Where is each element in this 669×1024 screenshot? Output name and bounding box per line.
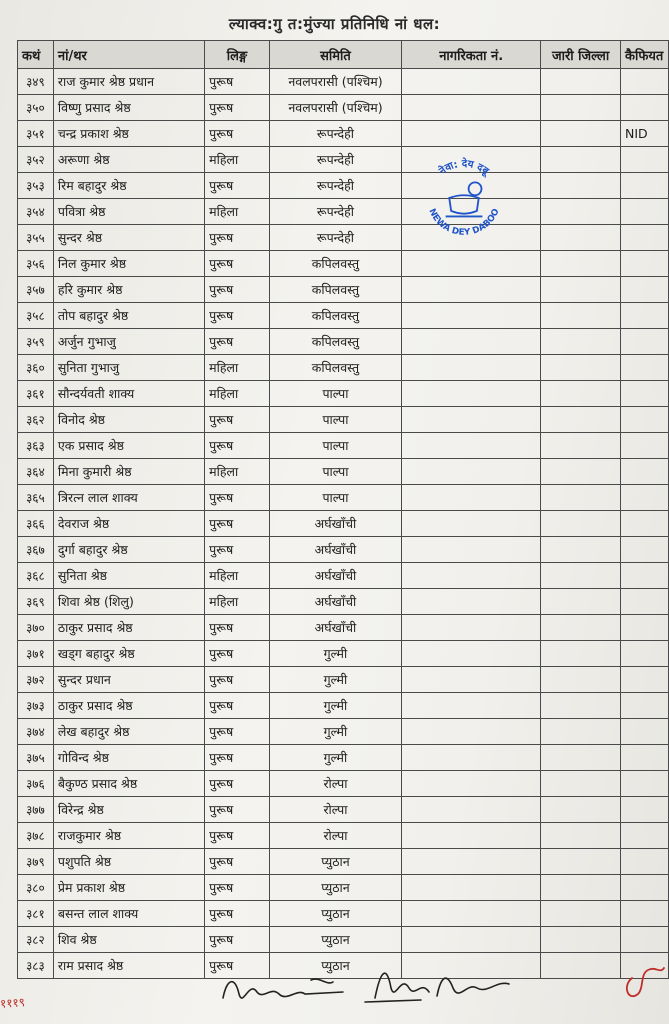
gender-cell: महिला [205, 147, 270, 173]
serial-cell: ३७३ [18, 693, 54, 719]
table-row [18, 511, 669, 537]
table-row [18, 719, 669, 745]
issued-district-cell [541, 693, 621, 719]
gender-cell: पुरूष [205, 849, 270, 875]
issued-district-cell [541, 797, 621, 823]
issued-district-cell [541, 563, 621, 589]
header-samiti: समिति [269, 41, 402, 69]
samiti-cell: गुल्मी [269, 693, 402, 719]
serial-cell: ३५९ [18, 329, 54, 355]
serial-cell: ३६७ [18, 537, 54, 563]
remarks-cell [620, 641, 668, 667]
serial-cell: ३६६ [18, 511, 54, 537]
samiti-cell: अर्घखाँची [269, 563, 402, 589]
issued-district-cell [541, 225, 621, 251]
header-issued-district: जारी जिल्ला [541, 41, 621, 69]
issued-district-cell [541, 537, 621, 563]
remarks-cell [620, 615, 668, 641]
page-title: ल्याक्व:गु त:मुंज्या प्रतिनिधि नां धल: [228, 15, 441, 33]
table-row [18, 849, 669, 875]
samiti-cell: अर्घखाँची [269, 511, 402, 537]
stamp-bottom-text: NEWA DEY DABOO [426, 207, 502, 238]
issued-district-cell [541, 589, 621, 615]
samiti-cell: कपिलवस्तु [269, 355, 402, 381]
citizenship-no-cell [402, 433, 541, 459]
issued-district-cell [541, 719, 621, 745]
table-row [18, 693, 669, 719]
samiti-cell: रूपन्देही [269, 147, 402, 173]
citizenship-no-cell [402, 797, 541, 823]
serial-cell: ३६१ [18, 381, 54, 407]
gender-cell: पुरूष [205, 693, 270, 719]
remarks-cell [620, 901, 668, 927]
margin-note: १११९ [0, 995, 26, 1011]
table-row [18, 797, 669, 823]
table-row [18, 95, 669, 121]
remarks-cell [620, 225, 668, 251]
table-row [18, 199, 669, 225]
table-header-row [18, 41, 669, 69]
citizenship-no-cell [402, 95, 541, 121]
remarks-cell [620, 667, 668, 693]
serial-cell: ३५० [18, 95, 54, 121]
remarks-cell [620, 537, 668, 563]
name-cell: प्रेम प्रकाश श्रेष्ठ [53, 875, 204, 901]
remarks-cell [620, 407, 668, 433]
name-cell: विरेन्द्र श्रेष्ठ [53, 797, 204, 823]
name-cell: राजकुमार श्रेष्ठ [53, 823, 204, 849]
svg-text:NEWA DEY DABOO [426, 207, 501, 238]
issued-district-cell [541, 121, 621, 147]
header-gender: लिङ्ग [205, 41, 270, 69]
name-cell: हरि कुमार श्रेष्ठ [53, 277, 204, 303]
table-row [18, 329, 669, 355]
citizenship-no-cell [402, 719, 541, 745]
issued-district-cell [541, 953, 621, 979]
issued-district-cell [541, 407, 621, 433]
remarks-cell [620, 459, 668, 485]
gender-cell: पुरूष [205, 667, 270, 693]
name-cell: सुनिता श्रेष्ठ [53, 563, 204, 589]
citizenship-no-cell [402, 589, 541, 615]
samiti-cell: रोल्पा [269, 797, 402, 823]
name-cell: एक प्रसाद श्रेष्ठ [53, 433, 204, 459]
remarks-cell [620, 797, 668, 823]
gender-cell: पुरूष [205, 173, 270, 199]
gender-cell: पुरूष [205, 797, 270, 823]
gender-cell: महिला [205, 459, 270, 485]
issued-district-cell [541, 615, 621, 641]
samiti-cell: अर्घखाँची [269, 615, 402, 641]
remarks-cell [620, 745, 668, 771]
remarks-cell [620, 771, 668, 797]
organization-stamp [418, 152, 510, 244]
name-cell: गोविन्द श्रेष्ठ [53, 745, 204, 771]
serial-cell: ३६९ [18, 589, 54, 615]
issued-district-cell [541, 251, 621, 277]
serial-cell: ३७४ [18, 719, 54, 745]
table-row [18, 69, 669, 95]
gender-cell: पुरूष [205, 225, 270, 251]
samiti-cell: गुल्मी [269, 641, 402, 667]
remarks-cell [620, 433, 668, 459]
serial-cell: ३८३ [18, 953, 54, 979]
serial-cell: ३६४ [18, 459, 54, 485]
gender-cell: पुरूष [205, 433, 270, 459]
table-row [18, 251, 669, 277]
remarks-cell [620, 823, 668, 849]
samiti-cell: अर्घखाँची [269, 589, 402, 615]
samiti-cell: रोल्पा [269, 823, 402, 849]
serial-cell: ३७२ [18, 667, 54, 693]
name-cell: ठाकुर प्रसाद श्रेष्ठ [53, 693, 204, 719]
issued-district-cell [541, 745, 621, 771]
gender-cell: पुरूष [205, 641, 270, 667]
gender-cell: महिला [205, 355, 270, 381]
samiti-cell: गुल्मी [269, 667, 402, 693]
samiti-cell: रूपन्देही [269, 225, 402, 251]
issued-district-cell [541, 303, 621, 329]
name-cell: बैकुण्ठ प्रसाद श्रेष्ठ [53, 771, 204, 797]
citizenship-no-cell [402, 381, 541, 407]
remarks-cell [620, 355, 668, 381]
stamp-top-text: नेवा: देय दबू [437, 158, 491, 178]
issued-district-cell [541, 901, 621, 927]
samiti-cell: पाल्पा [269, 485, 402, 511]
table-row [18, 875, 669, 901]
serial-cell: ३५६ [18, 251, 54, 277]
samiti-cell: पाल्पा [269, 459, 402, 485]
samiti-cell: नवलपरासी (पश्चिम) [269, 69, 402, 95]
table-row [18, 303, 669, 329]
samiti-cell: गुल्मी [269, 719, 402, 745]
name-cell: लेख बहादुर श्रेष्ठ [53, 719, 204, 745]
gender-cell: पुरूष [205, 95, 270, 121]
table-row [18, 771, 669, 797]
remarks-cell: NID [620, 121, 668, 147]
representatives-table [17, 40, 669, 979]
gender-cell: महिला [205, 381, 270, 407]
name-cell: शिवा श्रेष्ठ (शिलु) [53, 589, 204, 615]
svg-text:नेवा: देय दबू [435, 157, 492, 179]
issued-district-cell [541, 381, 621, 407]
citizenship-no-cell [402, 407, 541, 433]
name-cell: त्रिरत्न लाल शाक्य [53, 485, 204, 511]
gender-cell: पुरूष [205, 485, 270, 511]
table-row [18, 615, 669, 641]
serial-cell: ३७९ [18, 849, 54, 875]
name-cell: राम प्रसाद श्रेष्ठ [53, 953, 204, 979]
gender-cell: महिला [205, 199, 270, 225]
remarks-cell [620, 563, 668, 589]
citizenship-no-cell [402, 849, 541, 875]
citizenship-no-cell [402, 303, 541, 329]
name-cell: सौन्दर्यवती शाक्य [53, 381, 204, 407]
gender-cell: पुरूष [205, 745, 270, 771]
remarks-cell [620, 693, 668, 719]
name-cell: शिव श्रेष्ठ [53, 927, 204, 953]
citizenship-no-cell [402, 693, 541, 719]
header-serial: कथं [18, 41, 54, 69]
serial-cell: ३५१ [18, 121, 54, 147]
remarks-cell [620, 719, 668, 745]
table-row [18, 901, 669, 927]
citizenship-no-cell [402, 667, 541, 693]
issued-district-cell [541, 927, 621, 953]
table-row [18, 433, 669, 459]
samiti-cell: रूपन्देही [269, 199, 402, 225]
samiti-cell: कपिलवस्तु [269, 303, 402, 329]
table-row [18, 407, 669, 433]
table-row [18, 823, 669, 849]
issued-district-cell [541, 95, 621, 121]
gender-cell: पुरूष [205, 953, 270, 979]
citizenship-no-cell [402, 355, 541, 381]
gender-cell: पुरूष [205, 771, 270, 797]
citizenship-no-cell [402, 615, 541, 641]
gender-cell: पुरूष [205, 251, 270, 277]
remarks-cell [620, 589, 668, 615]
remarks-cell [620, 381, 668, 407]
citizenship-no-cell [402, 121, 541, 147]
samiti-cell: पाल्पा [269, 381, 402, 407]
name-cell: विष्णु प्रसाद श्रेष्ठ [53, 95, 204, 121]
table-row [18, 459, 669, 485]
gender-cell: पुरूष [205, 927, 270, 953]
remarks-cell [620, 147, 668, 173]
header-remarks: कैफियत [620, 41, 668, 69]
citizenship-no-cell [402, 537, 541, 563]
serial-cell: ३५२ [18, 147, 54, 173]
table-body [18, 69, 669, 979]
serial-cell: ३५३ [18, 173, 54, 199]
serial-cell: ३५७ [18, 277, 54, 303]
table-row [18, 355, 669, 381]
samiti-cell: प्युठान [269, 953, 402, 979]
table-row [18, 641, 669, 667]
samiti-cell: कपिलवस्तु [269, 277, 402, 303]
remarks-cell [620, 251, 668, 277]
remarks-cell [620, 173, 668, 199]
remarks-cell [620, 69, 668, 95]
remarks-cell [620, 303, 668, 329]
serial-cell: ३५४ [18, 199, 54, 225]
red-initials [618, 938, 668, 1008]
name-cell: सुन्दर प्रधान [53, 667, 204, 693]
samiti-cell: पाल्पा [269, 433, 402, 459]
issued-district-cell [541, 69, 621, 95]
name-cell: चन्द्र प्रकाश श्रेष्ठ [53, 121, 204, 147]
samiti-cell: प्युठान [269, 927, 402, 953]
samiti-cell: गुल्मी [269, 745, 402, 771]
serial-cell: ३५८ [18, 303, 54, 329]
name-cell: तोप बहादुर श्रेष्ठ [53, 303, 204, 329]
citizenship-no-cell [402, 901, 541, 927]
remarks-cell [620, 875, 668, 901]
serial-cell: ३७६ [18, 771, 54, 797]
name-cell: निल कुमार श्रेष्ठ [53, 251, 204, 277]
issued-district-cell [541, 173, 621, 199]
remarks-cell [620, 199, 668, 225]
gender-cell: पुरूष [205, 121, 270, 147]
issued-district-cell [541, 667, 621, 693]
serial-cell: ३८१ [18, 901, 54, 927]
remarks-cell [620, 485, 668, 511]
citizenship-no-cell [402, 277, 541, 303]
gender-cell: पुरूष [205, 719, 270, 745]
table-row [18, 381, 669, 407]
serial-cell: ३८२ [18, 927, 54, 953]
remarks-cell [620, 511, 668, 537]
serial-cell: ३७१ [18, 641, 54, 667]
issued-district-cell [541, 849, 621, 875]
gender-cell: पुरूष [205, 901, 270, 927]
samiti-cell: रूपन्देही [269, 173, 402, 199]
table-row [18, 147, 669, 173]
name-cell: देवराज श्रेष्ठ [53, 511, 204, 537]
gender-cell: पुरूष [205, 615, 270, 641]
name-cell: दुर्गा बहादुर श्रेष्ठ [53, 537, 204, 563]
citizenship-no-cell [402, 329, 541, 355]
name-cell: मिना कुमारी श्रेष्ठ [53, 459, 204, 485]
citizenship-no-cell [402, 563, 541, 589]
issued-district-cell [541, 433, 621, 459]
gender-cell: पुरूष [205, 329, 270, 355]
name-cell: सुन्दर श्रेष्ठ [53, 225, 204, 251]
serial-cell: ३५५ [18, 225, 54, 251]
samiti-cell: प्युठान [269, 875, 402, 901]
table-row [18, 537, 669, 563]
name-cell: रिम बहादुर श्रेष्ठ [53, 173, 204, 199]
citizenship-no-cell [402, 875, 541, 901]
samiti-cell: पाल्पा [269, 407, 402, 433]
gender-cell: पुरूष [205, 875, 270, 901]
gender-cell: पुरूष [205, 823, 270, 849]
citizenship-no-cell [402, 641, 541, 667]
table-row [18, 667, 669, 693]
gender-cell: महिला [205, 563, 270, 589]
gender-cell: पुरूष [205, 303, 270, 329]
name-cell: विनोद श्रेष्ठ [53, 407, 204, 433]
issued-district-cell [541, 823, 621, 849]
issued-district-cell [541, 771, 621, 797]
serial-cell: ३६५ [18, 485, 54, 511]
serial-cell: ३७५ [18, 745, 54, 771]
serial-cell: ३८० [18, 875, 54, 901]
citizenship-no-cell [402, 771, 541, 797]
name-cell: पशुपति श्रेष्ठ [53, 849, 204, 875]
remarks-cell [620, 277, 668, 303]
remarks-cell [620, 849, 668, 875]
serial-cell: ३६२ [18, 407, 54, 433]
serial-cell: ३६३ [18, 433, 54, 459]
name-cell: अर्जुन गुभाजु [53, 329, 204, 355]
table-row [18, 277, 669, 303]
name-cell: अरूणा श्रेष्ठ [53, 147, 204, 173]
serial-cell: ३७० [18, 615, 54, 641]
issued-district-cell [541, 199, 621, 225]
gender-cell: पुरूष [205, 407, 270, 433]
samiti-cell: प्युठान [269, 901, 402, 927]
remarks-cell [620, 95, 668, 121]
issued-district-cell [541, 355, 621, 381]
issued-district-cell [541, 277, 621, 303]
issued-district-cell [541, 485, 621, 511]
name-cell: खड्ग बहादुर श्रेष्ठ [53, 641, 204, 667]
citizenship-no-cell [402, 823, 541, 849]
samiti-cell: कपिलवस्तु [269, 251, 402, 277]
name-cell: सुनिता गुभाजु [53, 355, 204, 381]
gender-cell: पुरूष [205, 537, 270, 563]
serial-cell: ३७८ [18, 823, 54, 849]
serial-cell: ३७७ [18, 797, 54, 823]
citizenship-no-cell [402, 459, 541, 485]
issued-district-cell [541, 459, 621, 485]
citizenship-no-cell [402, 745, 541, 771]
table-row [18, 485, 669, 511]
table-row [18, 589, 669, 615]
remarks-cell [620, 329, 668, 355]
samiti-cell: नवलपरासी (पश्चिम) [269, 95, 402, 121]
table-row [18, 225, 669, 251]
table-row [18, 563, 669, 589]
citizenship-no-cell [402, 69, 541, 95]
table-row [18, 927, 669, 953]
name-cell: पवित्रा श्रेष्ठ [53, 199, 204, 225]
serial-cell: ३६० [18, 355, 54, 381]
serial-cell: ३६८ [18, 563, 54, 589]
gender-cell: पुरूष [205, 69, 270, 95]
name-cell: राज कुमार श्रेष्ठ प्रधान [53, 69, 204, 95]
issued-district-cell [541, 875, 621, 901]
citizenship-no-cell [402, 511, 541, 537]
samiti-cell: रूपन्देही [269, 121, 402, 147]
samiti-cell: प्युठान [269, 849, 402, 875]
samiti-cell: अर्घखाँची [269, 537, 402, 563]
samiti-cell: कपिलवस्तु [269, 329, 402, 355]
serial-cell: ३४९ [18, 69, 54, 95]
table-row [18, 173, 669, 199]
gender-cell: महिला [205, 589, 270, 615]
samiti-cell: रोल्पा [269, 771, 402, 797]
header-citizenship-no: नागरिकता नं. [402, 41, 541, 69]
citizenship-no-cell [402, 251, 541, 277]
signatures [215, 958, 535, 1018]
issued-district-cell [541, 641, 621, 667]
name-cell: ठाकुर प्रसाद श्रेष्ठ [53, 615, 204, 641]
header-name: नां/थर [53, 41, 204, 69]
issued-district-cell [541, 329, 621, 355]
table-row [18, 745, 669, 771]
table-row [18, 121, 669, 147]
gender-cell: पुरूष [205, 511, 270, 537]
citizenship-no-cell [402, 485, 541, 511]
issued-district-cell [541, 511, 621, 537]
citizenship-no-cell [402, 927, 541, 953]
gender-cell: पुरूष [205, 277, 270, 303]
issued-district-cell [541, 147, 621, 173]
name-cell: बसन्त लाल शाक्य [53, 901, 204, 927]
